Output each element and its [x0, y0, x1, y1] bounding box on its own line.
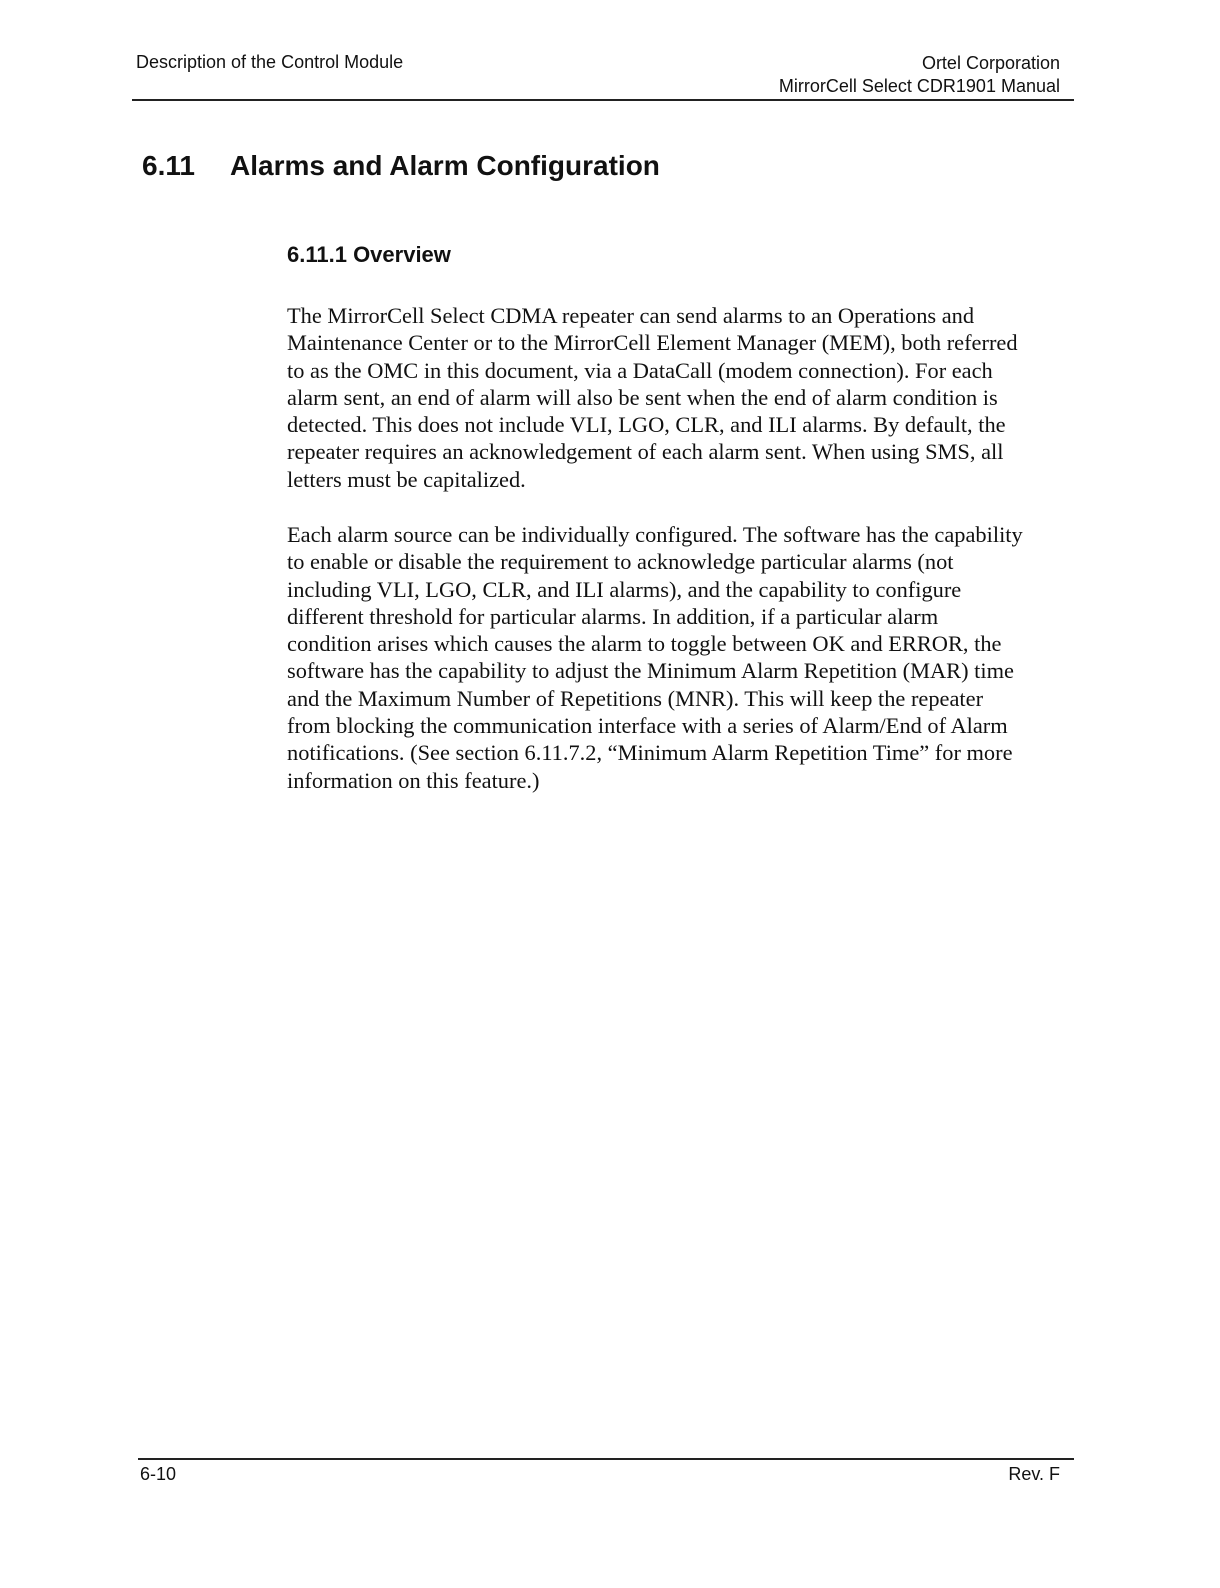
text-line: to as the OMC in this document, via a DataCall (modem connection). For each: [287, 357, 993, 383]
text-line: software has the capability to adjust the Minimum Alarm Repetition (MAR) time: [287, 658, 1014, 684]
section-heading: [142, 150, 660, 182]
footer-rule: [138, 1458, 1074, 1460]
text-line: repeater requires an acknowledgement of each alarm sent. When using SMS, all: [287, 439, 1004, 465]
text-line: alarm sent, an end of alarm will also be sent when the end of alarm condition is: [287, 384, 998, 410]
page-number: 6-10: [140, 1464, 177, 1484]
text-line: to enable or disable the requirement to acknowledge particular alarms (not: [287, 549, 954, 575]
section-number: 6.11: [142, 150, 195, 181]
body-paragraph: [287, 302, 1077, 493]
text-line: Each alarm source can be individually configured. The software has the capability: [287, 522, 1023, 547]
running-header-right: [779, 52, 1060, 98]
text-line: from blocking the communication interface with a series of Alarm/End of Alarm: [287, 713, 1008, 739]
text-line: condition arises which causes the alarm to toggle between OK and ERROR, the: [287, 631, 1002, 657]
section-title: Alarms and Alarm Configuration: [230, 150, 660, 181]
text-line: The MirrorCell Select CDMA repeater can send alarms to an Operations and: [287, 303, 975, 328]
running-header-left: Description of the Control Module: [136, 52, 404, 72]
text-line: Maintenance Center or to the MirrorCell Element Manager (MEM), both referred: [287, 330, 1018, 356]
body-paragraph: [287, 521, 1077, 794]
subsection-heading: 6.11.1 Overview: [287, 242, 451, 267]
header-manual-title: MirrorCell Select CDR1901 Manual: [778, 76, 1060, 96]
text-line: letters must be capitalized.: [287, 466, 526, 492]
header-rule: [132, 99, 1074, 101]
revision-label: Rev. F: [1008, 1464, 1060, 1484]
text-line: information on this feature.): [287, 767, 540, 793]
text-line: including VLI, LGO, CLR, and ILI alarms), and the capability to configure: [287, 576, 962, 602]
text-line: different threshold for particular alarms. In addition, if a particular alarm: [287, 603, 939, 629]
text-line: notifications. (See section 6.11.7.2, “Minimum Alarm Repetition Time” for more: [287, 740, 1013, 766]
text-line: detected. This does not include VLI, LGO, CLR, and ILI alarms. By default, the: [287, 412, 1006, 438]
text-line: and the Maximum Number of Repetitions (MNR). This will keep the repeater: [287, 685, 984, 711]
header-company: Ortel Corporation: [921, 53, 1060, 73]
